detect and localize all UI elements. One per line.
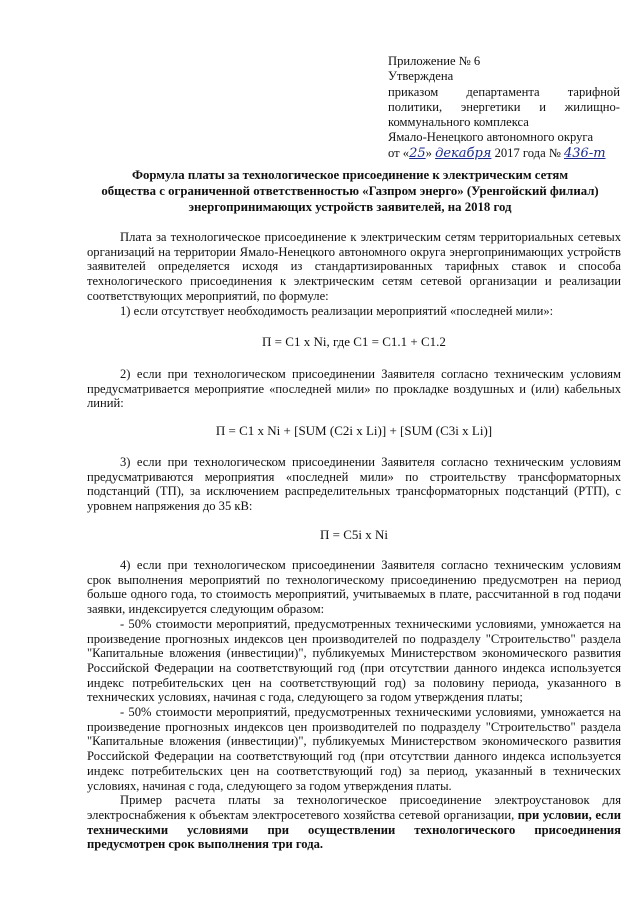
formula-2: П = С1 х Ni + [SUM (C2i x Li)] + [SUM (C3i x Li)]: [215, 423, 493, 438]
approval-line-4: Ямало-Ненецкого автономного округа: [388, 130, 594, 145]
bullet-2: - 50% стоимости мероприятий, предусмотренных техническими условиями, умножается на произведение прогнозных индексов цен производителей по подразделу "Строительство" раздела "Капитальные вложения (инвестиции)", публикуемых Министерством экономического развития Российской Федерации на соответствующий год (при отсутствии данного индекса используется индекс потребительских цен на соответствующий год) за период, указанный в технических условиях, начиная с года, следующего за годом утверждения платы.: [87, 705, 621, 793]
handwritten-order-number: 436-т: [564, 145, 606, 161]
formula-1: П = С1 х Ni, где С1 = С1.1 + С1.2: [262, 334, 446, 349]
approval-date-line: от «25» декабря 2017 года № 436-т: [388, 145, 606, 161]
item-1: 1) если отсутствует необходимость реализации мероприятий «последней мили»:: [120, 303, 554, 318]
example-condition: при условии, если техническими условиями при осуществлении технологического присоединения предусмотрен срок выполнения три года.: [87, 807, 621, 852]
intro-paragraph: Плата за технологическое присоединение к электрическим сетям территориальных сетевых организаций на территории Ямало-Ненецкого автономного округа энергопринимающих устройств заявителей определяется исходя из стандартизированных тарифных ставок и способа технологического присоединения к электрическим сетям сетевой организации и реализации соответствующих мероприятий, по формуле:: [87, 230, 621, 303]
approved-label: Утверждена: [388, 69, 454, 84]
appendix-number: Приложение № 6: [388, 54, 481, 68]
formula-3: П = С5i x Ni: [319, 527, 388, 542]
handwritten-day: 25: [409, 145, 426, 161]
item-2-section: [87, 367, 621, 411]
approval-line-3: коммунального комплекса: [388, 115, 529, 130]
example-paragraph: Пример расчета платы за технологическое присоединение электроустановок для электроснабжения к объектам электросетевого хозяйства сетевой организации, при условии, если техническими условиями при осуществлении технологического присоединения предусмотрен срок выполнения три года.: [87, 793, 621, 852]
item-3: 3) если при технологическом присоединении Заявителя согласно техническим условиям предусматриваются мероприятия «последней мили» по строительству трансформаторных подстанций (ТП), за исключением распределительных трансформаторных подстанций (РТП), с уровнем напряжения до 35 кВ:: [87, 455, 621, 514]
handwritten-month: декабря: [435, 145, 492, 161]
approval-line-1: приказом департамента тарифной: [388, 84, 620, 99]
approval-block: [388, 54, 620, 161]
item-4-section: [87, 558, 621, 852]
item-4: 4) если при технологическом присоединении Заявителя согласно техническим условиям срок выполнения мероприятий по технологическому присоединению предусмотрен на период больше одного года, то стоимость мероприятий, учитываемых в плате, рассчитанной в год подачи заявки, индексируется следующим образом:: [87, 558, 621, 617]
document-title: Формула платы за технологическое присоединение к электрическим сетям общества с ограниченной ответственностью «Газпром энерго» (Уренгойский филиал) энергопринимающих устройств заявителей, на 2018 год: [101, 168, 599, 215]
intro-section: [87, 230, 621, 318]
item-2: 2) если при технологическом присоединении Заявителя согласно техническим условиям предусматривается мероприятие «последней мили» по прокладке воздушных и (или) кабельных линий:: [87, 367, 621, 411]
item-3-section: [87, 455, 621, 514]
bullet-1: - 50% стоимости мероприятий, предусмотренных техническими условиями, умножается на произведение прогнозных индексов цен производителей по подразделу "Строительство" раздела "Капитальные вложения (инвестиции)", публикуемых Министерством экономического развития Российской Федерации на соответствующий год (при отсутствии данного индекса используется индекс потребительских цен на соответствующий год) за половину периода, указанного в технических условиях, начиная с года, следующего за годом утверждения платы;: [87, 616, 621, 705]
approval-line-2: политики, энергетики и жилищно-: [388, 99, 621, 114]
